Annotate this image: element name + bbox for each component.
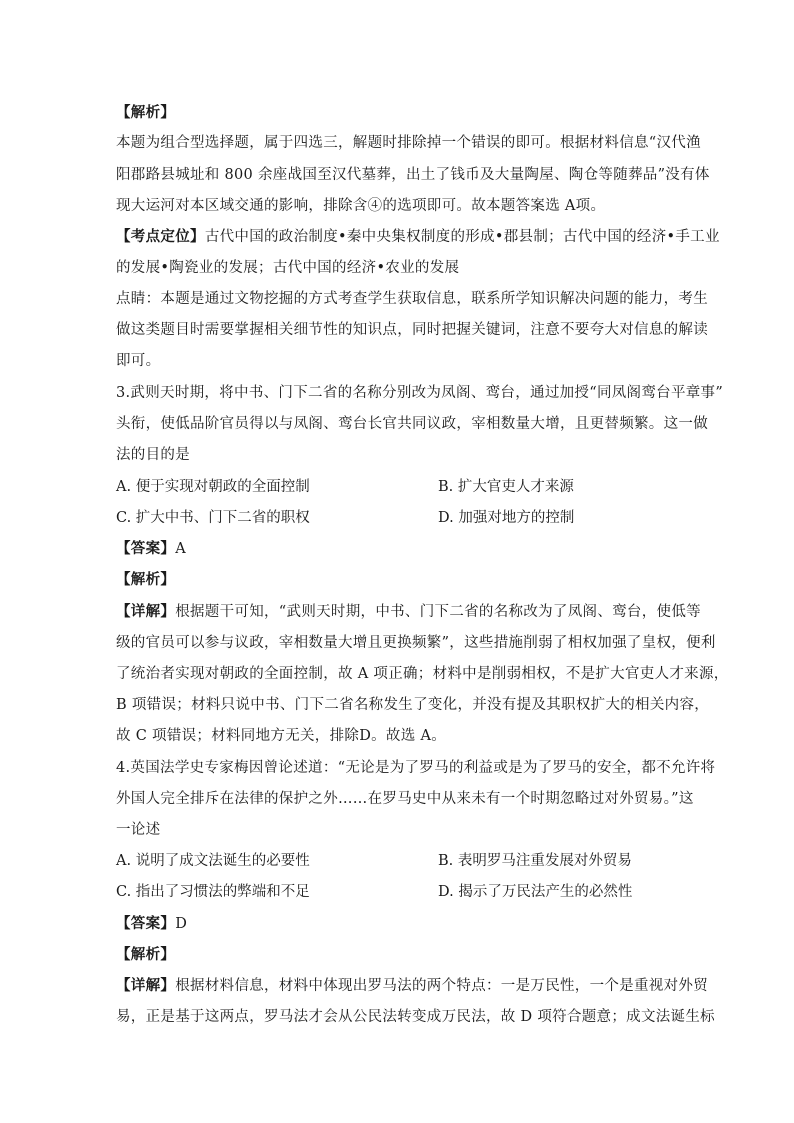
kaodian-label: 【考点定位】: [116, 228, 205, 245]
q2-dianjing-line-3: 即可。: [116, 353, 161, 369]
q2-analysis-line-3: 现大运河对本区域交通的影响，排除含④的选项即可。故本题答案选 A项。: [116, 198, 606, 214]
q2-dianjing-line-2: 做这类题目时需要掌握相关细节性的知识点，同时把握关键词，注意不要夸大对信息的解读: [116, 322, 708, 338]
q4-option-d: D. 揭示了万民法产生的必然性: [438, 884, 633, 900]
q3-option-c: C. 扩大中书、门下二省的职权: [116, 510, 310, 526]
q4-detail-line-2: 易，正是基于这两点，罗马法才会从公民法转变成万民法，故 D 项符合题意；成文法诞生标: [116, 1009, 715, 1025]
q2-analysis-line-2: 阳郡路县城址和 800 余座战国至汉代墓葬，出土了钱币及大量陶屋、陶仓等随葬品”没有体: [116, 167, 710, 183]
q4-answer-label: 【答案】: [116, 915, 176, 932]
q3-stem-line-1: 3.武则天时期，将中书、门下二省的名称分别改为凤阁、鸾台，通过加授“同凤阁鸾台平章事”: [116, 385, 724, 401]
q3-answer-label: 【答案】: [116, 540, 176, 557]
q4-option-c: C. 指出了习惯法的弊端和不足: [116, 884, 310, 900]
q4-detail-line-1: [116, 977, 708, 995]
q4-detail-text-1: 根据材料信息，材料中体现出罗马法的两个特点：一是万民性，一个是重视对外贸: [175, 978, 708, 994]
q3-detail-line-2: 级的官员可以参与议政，宰相数量大增且更换频繁”，这些措施削弱了相权加强了皇权，便利: [116, 635, 716, 651]
q3-stem-line-2: 头衔，使低品阶官员得以与凤阁、鸾台长官共同议政，宰相数量大增，且更替频繁。这一做: [116, 416, 708, 432]
q3-detail-line-3: 了统治者实现对朝政的全面控制，故 A 项正确；材料中是削弱相权，不是扩大官吏人才来源，: [116, 666, 729, 682]
kaodian-text-1: 古代中国的政治制度•秦中央集权制度的形成•郡县制；古代中国的经济•手工业: [204, 229, 720, 245]
q4-answer-value: D: [175, 916, 188, 932]
q2-kaodian-line-1: [116, 228, 720, 246]
q2-dianjing-line-1: 点睛：本题是通过文物挖掘的方式考查学生获取信息，联系所学知识解决问题的能力，考生: [116, 291, 708, 307]
q3-analysis-label: 【解析】: [116, 571, 176, 588]
q4-stem-line-2: 外国人完全排斥在法律的保护之外……在罗马史中从来未有一个时期忽略过对外贸易。”这: [116, 791, 694, 807]
q3-answer-value: A: [175, 541, 186, 557]
q3-detail-line-1: [116, 603, 701, 621]
q3-detail-line-4: B 项错误；材料只说中书、门下二省名称发生了变化，并没有提及其职权扩大的相关内容，: [116, 697, 710, 713]
q3-option-d: D. 加强对地方的控制: [438, 510, 575, 526]
q4-stem-line-3: 一论述: [116, 822, 161, 838]
q2-kaodian-line-2: 的发展•陶瓷业的发展；古代中国的经济•农业的发展: [116, 260, 460, 276]
q3-stem-line-3: 法的目的是: [116, 447, 190, 463]
q4-analysis-label: 【解析】: [116, 946, 176, 963]
q4-detail-label: 【详解】: [116, 977, 176, 994]
q3-detail-text-1: 根据题干可知，“武则天时期，中书、门下二省的名称改为了凤阁、鸾台，使低等: [175, 604, 701, 620]
q4-answer: [116, 915, 187, 933]
q2-analysis-line-1: 本题为组合型选择题，属于四选三，解题时排除掉一个错误的即可。根据材料信息“汉代渔: [116, 135, 701, 151]
q3-answer: [116, 540, 186, 558]
q3-option-b: B. 扩大官吏人才来源: [438, 479, 574, 495]
q3-option-a: A. 便于实现对朝政的全面控制: [116, 479, 310, 495]
q3-detail-label: 【详解】: [116, 603, 176, 620]
q3-detail-line-5: 故 C 项错误；材料同地方无关，排除D。故选 A。: [116, 728, 447, 744]
q4-option-b: B. 表明罗马注重发展对外贸易: [438, 853, 632, 869]
analysis-heading: 【解析】: [116, 104, 176, 121]
q4-stem-line-1: 4.英国法学史专家梅因曾论述道：“无论是为了罗马的利益或是为了罗马的安全，都不允许将: [116, 760, 716, 776]
q4-option-a: A. 说明了成文法诞生的必要性: [116, 853, 310, 869]
